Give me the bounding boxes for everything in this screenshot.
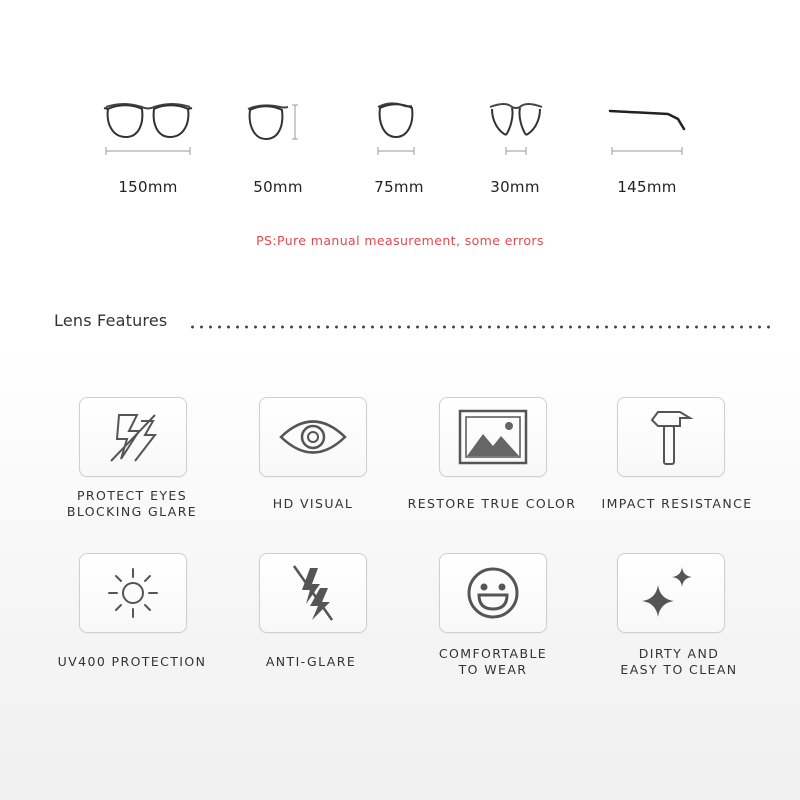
measure-bridge	[486, 95, 546, 160]
feature-box-impact	[617, 397, 725, 477]
feature-label-easy-clean	[584, 646, 774, 678]
measure-width	[98, 95, 198, 160]
lens-width-icon	[98, 95, 198, 160]
anti-glare-icon	[288, 562, 338, 624]
lens-height-icon	[240, 95, 310, 160]
feature-box-protect-eyes	[79, 397, 187, 477]
feature-label-line1: IMPACT RESISTANCE	[601, 496, 753, 511]
measure-height	[240, 95, 310, 160]
feature-label-hd-visual	[218, 496, 408, 512]
feature-label-line2: EASY TO CLEAN	[620, 662, 738, 677]
feature-label-impact	[582, 496, 772, 512]
measure-temple	[606, 95, 690, 160]
feature-box-easy-clean	[617, 553, 725, 633]
temple-value: 145mm	[617, 178, 677, 196]
feature-label-line1: ANTI-GLARE	[265, 654, 357, 669]
feature-label-anti-glare	[216, 654, 406, 670]
feature-label-line1: DIRTY AND	[638, 646, 720, 661]
dotted-divider	[188, 325, 773, 329]
feature-label-line1: UV400 PROTECTION	[57, 654, 207, 669]
feature-label-comfortable	[398, 646, 588, 678]
measurement-note: PS:Pure manual measurement, some errors	[256, 233, 544, 248]
sparkle-icon	[636, 563, 706, 623]
feature-label-line2: TO WEAR	[458, 662, 528, 677]
feature-box-true-color	[439, 397, 547, 477]
width-value: 150mm	[118, 178, 178, 196]
measure-diameter	[372, 95, 422, 160]
height-value: 50mm	[253, 178, 303, 196]
feature-label-true-color	[397, 496, 587, 512]
smiley-face-icon	[465, 565, 521, 621]
feature-label-line2: BLOCKING GLARE	[66, 504, 198, 519]
bridge-value: 30mm	[490, 178, 540, 196]
sun-icon	[105, 565, 161, 621]
feature-label-line1: COMFORTABLE	[438, 646, 548, 661]
feature-label-protect-eyes	[37, 488, 227, 520]
feature-box-comfortable	[439, 553, 547, 633]
hammer-icon	[646, 406, 696, 468]
feature-label-uv400	[37, 654, 227, 670]
feature-label-line1: PROTECT EYES	[76, 488, 188, 503]
feature-label-line1: RESTORE TRUE COLOR	[407, 496, 577, 511]
feature-box-hd-visual	[259, 397, 367, 477]
section-title: Lens Features	[54, 311, 168, 330]
feature-label-line1: HD VISUAL	[272, 496, 354, 511]
feature-box-anti-glare	[259, 553, 367, 633]
bridge-width-icon	[486, 95, 546, 160]
diameter-value: 75mm	[374, 178, 424, 196]
feature-box-uv400	[79, 553, 187, 633]
lens-diameter-icon	[372, 95, 422, 160]
eye-icon	[277, 412, 349, 462]
landscape-picture-icon	[457, 408, 529, 466]
temple-length-icon	[606, 95, 690, 160]
lightning-icon	[103, 407, 163, 467]
